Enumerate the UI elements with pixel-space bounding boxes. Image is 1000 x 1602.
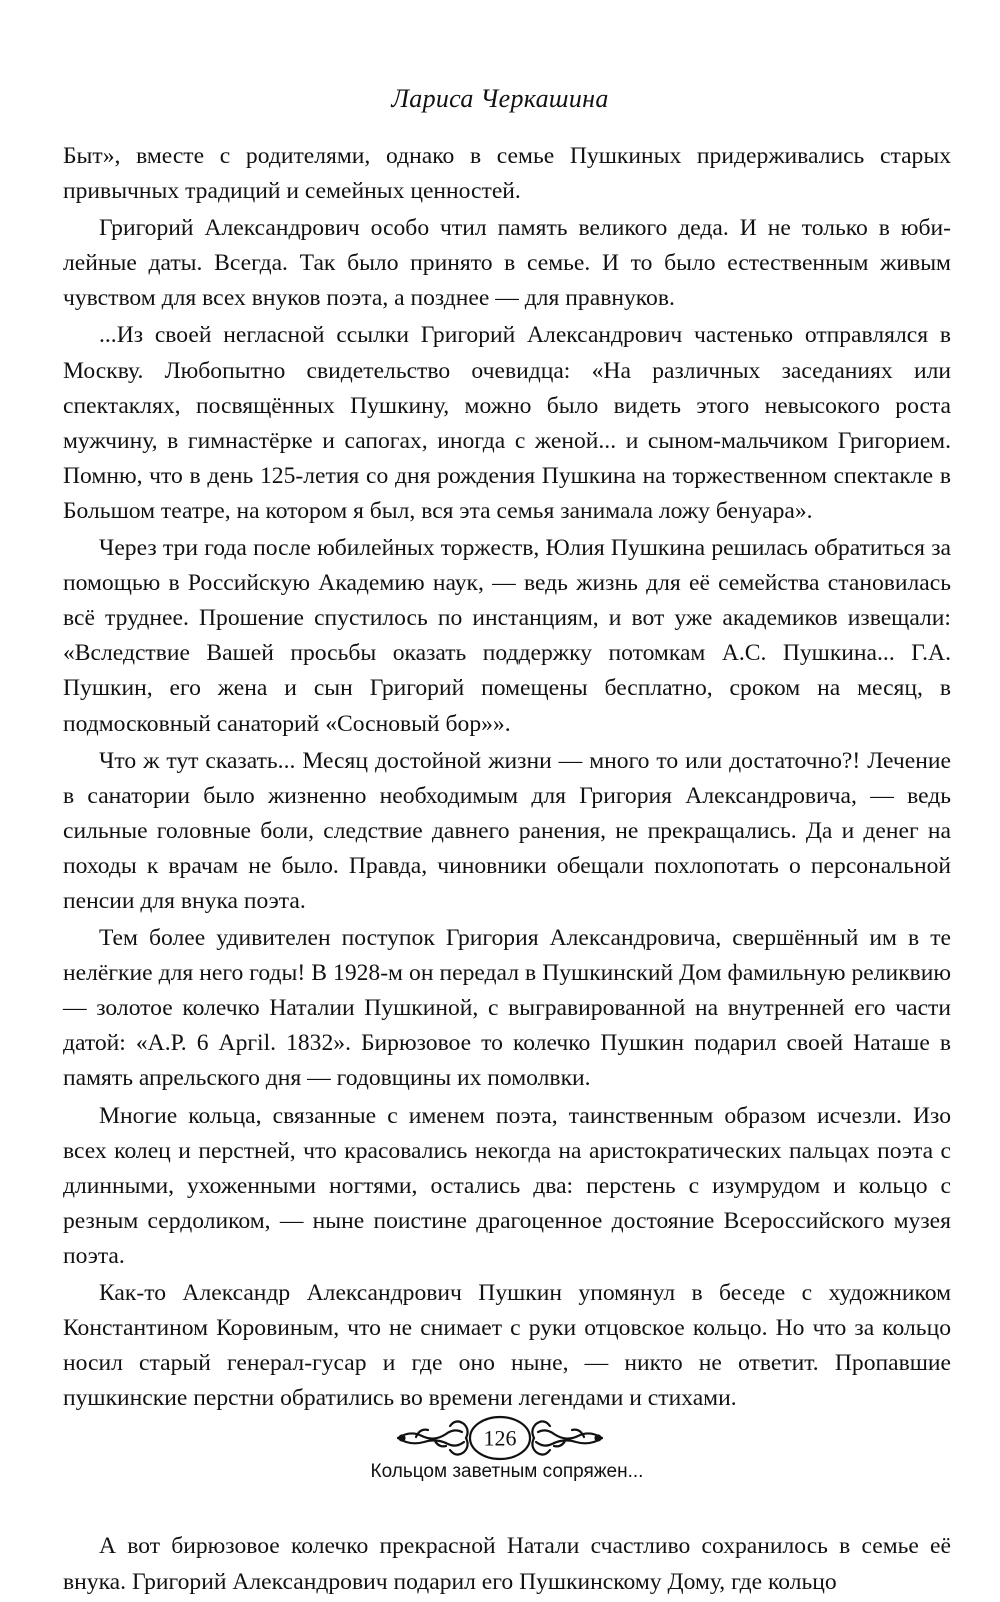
paragraph-7: Многие кольца, связанные с именем поэта, таинственным образом исчезли. Изо всех колец и перстней, что красовались некогда на аристократических пальцах поэта с длинными, ухоженными ногтями, остались два: перстень с изумрудом и кольцо с резным сердоликом, — ныне поистине драгоценное достояние Всероссийского музея поэта. xyxy=(63,1102,951,1269)
paragraph-4: Через три года после юбилейных торжеств, Юлия Пушкина решилась обратиться за помощью в Российскую Академию наук, — ведь жизнь для её семейства становилась всё труднее. Прошение спустилось по инстанциям, и вот уже академиков извещали: «Вследствие Вашей просьбы оказать поддержку потомкам А.С. Пушкина... Г.А. Пушкин, его жена и сын Григорий помещены бесплатно, сроком на месяц, в подмосковный санаторий «Сосновый бор»». xyxy=(63,535,951,737)
paragraph-1: Быт», вместе с родителями, однако в семье Пушкиных придерживались старых привычных традиций и семейных ценностей. xyxy=(63,143,951,205)
paragraph-5: Что ж тут сказать... Месяц достойной жизни — много то или достаточно?! Лечение в санатории было жизненно необходимым для Григория Александровича, — ведь сильные головные боли, следствие давнего ранения, не прекращались. Да и денег на походы к врачам не было. Правда, чиновники обещали похлопотать о персональной пенсии для внука поэта. xyxy=(63,747,951,914)
paragraph-9: А вот бирюзовое колечко прекрасной Натали счастливо сохранилось в семье её внука. Григорий Александрович подарил его Пушкинскому Дому, где кольцо xyxy=(63,1533,951,1595)
ornament-icon xyxy=(390,1408,610,1464)
running-header-author: Лариса Черкашина xyxy=(391,84,609,113)
paragraph-6: Тем более удивителен поступок Григория Александровича, свершённый им в те нелёгкие для него годы! В 1928-м он передал в Пушкинский Дом фамильную реликвию — золотое колечко Наталии Пушкиной, с выгравированной на внутренней его части датой: «А.Р. 6 Apгil. 1832». Бирюзовое то колечко Пушкин подарил своей Наташе в память апрельского дня — годовщины их помолвки. xyxy=(63,925,951,1092)
paragraph-3: ...Из своей негласной ссылки Григорий Александрович частенько отправлялся в Москву. Любопытно свидетельство очевидца: «На различных заседаниях или спектаклях, посвящённых Пушкину, можно было видеть этого невысокого роста мужчину, в гимнастёрке и сапогах, иногда с женой... и сыном-мальчиком Григорием. Помню, что в день 125-летия со дня рождения Пушкина на торжественном спектакле в Большом театре, на котором я был, вся эта семья занимала ложу бенуара». xyxy=(63,322,951,524)
page-footer xyxy=(0,1408,1000,1464)
section-heading: Кольцом заветным сопряжен... xyxy=(370,1461,644,1483)
body-text xyxy=(63,139,951,1602)
page-number: 126 xyxy=(483,1425,517,1451)
paragraph-2: Григорий Александрович особо чтил память великого деда. И не только в юбилейные даты. Всегда. Так было принято в семье. И то было естественным живым чувством для всех внуков поэта, а позднее — для правнуков. xyxy=(63,215,951,312)
paragraph-8: Как-то Александр Александрович Пушкин упомянул в беседе с художником Константином Коровиным, что не снимает с руки отцовское кольцо. Но что за кольцо носил старый генерал-гусар и где оно ныне, — никто не ответит. Пропавшие пушкинские перстни обратились во времени легендами и стихами. xyxy=(63,1280,951,1412)
